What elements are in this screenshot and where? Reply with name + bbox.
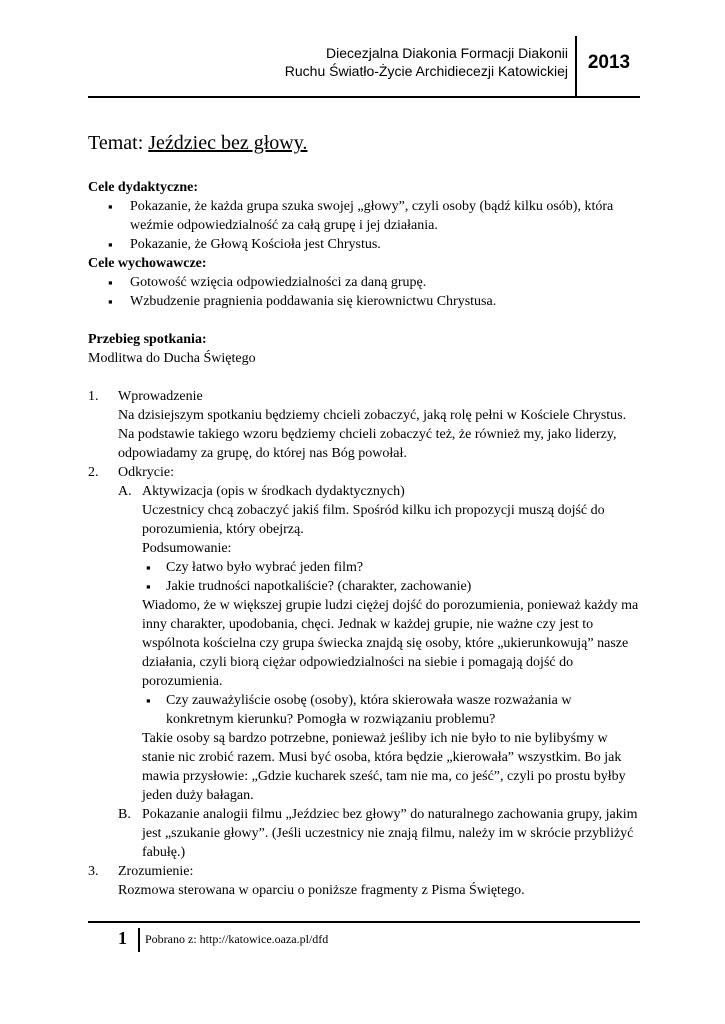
title-topic: Jeździec bez głowy. [148,132,308,154]
page-title [88,130,640,156]
step-text: Rozmowa sterowana w oparciu o poniższe fragmenty z Pisma Świętego. [118,883,525,898]
step-title: Odkrycie: [118,465,174,480]
cele-wychowawcze-list [88,273,640,311]
step-number: 3. [88,864,99,879]
substep-text: Pokazanie analogii filmu „Jeździec bez głowy” do naturalnego zachowania grupy, jakim jest „szukanie głowy”. (Jeśli uczestnicy nie znają filmu, należy im w skrócie przybliżyć fabułę.) [142,807,638,860]
substep-analogy [118,805,640,862]
question-list [142,558,640,596]
page-footer [88,928,640,952]
step-title: Wprowadzenie [118,389,203,404]
footer-divider [138,928,140,952]
prayer-line: Modlitwa do Ducha Świętego [88,351,256,366]
step-text: Na dzisiejszym spotkaniu będziemy chcieli zobaczyć, jaką rolę pełni w Kościele Chrystus. Na podstawie takiego wzoru będziemy chcieli zobaczyć też, że również my, jako liderzy, odpowiadamy za grupę, do której nas Bóg powołał. [118,408,627,461]
list-item: ▪ Gotowość wzięcia odpowiedzialności za daną grupę. [88,273,640,292]
list-item: ▪ Pokazanie, że każda grupa szuka swojej „głowy”, czyli osoby (bądź kilku osób), która weźmie odpowiedzialność za całą grupę i jej działania. [88,197,640,235]
substep-letter: A. [118,484,132,499]
header-org-line-2: Ruchu Światło-Życie Archidiecezji Katowickiej [284,63,568,79]
step-understanding [88,862,640,900]
substep-activation [118,482,640,805]
przebieg-heading: Przebieg spotkania: [88,332,207,347]
footer-rule [88,921,640,923]
document-body [88,130,640,900]
cele-dydaktyczne-heading: Cele dydaktyczne: [88,180,199,195]
step-number: 1. [88,389,99,404]
question-list [142,691,640,729]
question-item: ▪ Czy zauważyliście osobę (osoby), która skierowała wasze rozważania w konkretnym kierunku? Pomogła w rozwiązaniu problemu? [142,691,640,729]
header-rule [88,96,640,98]
list-item: ▪ Wzbudzenie pragnienia poddawania się kierownictwu Chrystusa. [88,292,640,311]
spacer [88,368,640,387]
header-year: 2013 [587,52,631,73]
spacer [88,311,640,330]
steps-list [88,387,640,900]
substep-letter: B. [118,807,131,822]
footer-source: Pobrano z: http://katowice.oaza.pl/dfd [145,932,329,946]
summary-label: Podsumowanie: [142,541,232,556]
substep-text: Uczestnicy chcą zobaczyć jakiś film. Spośród kilku ich propozycji muszą dojść do porozumienia, który obejrzą. [142,503,605,537]
step-discovery [88,463,640,862]
header-org-line-1: Diecezjalna Diakonia Formacji Diakonii [326,45,568,61]
question-item: ▪ Czy łatwo było wybrać jeden film? [142,558,640,577]
substep-text: Wiadomo, że w większej grupie ludzi ciężej dojść do porozumienia, ponieważ każdy ma inny charakter, upodobania, chęci. Jednak w każdej grupie, nie ważne czy jest to wspólnota kościelna czy grupa świecka znajdą się osoby, które „ukierunkowują” nasze działania, czyli biorą ciężar odpowiedzialności na siebie i pomagają dojść do porozumienia. [142,598,639,689]
question-item: ▪ Jakie trudności napotkaliście? (charakter, zachowanie) [142,577,640,596]
step-introduction [88,387,640,463]
header-divider [575,36,577,98]
substep-title: Aktywizacja (opis w środkach dydaktycznych) [142,484,405,499]
list-item: ▪ Pokazanie, że Głową Kościoła jest Chrystus. [88,235,640,254]
substeps-list [118,482,640,862]
cele-dydaktyczne-list [88,197,640,254]
step-number: 2. [88,465,99,480]
substep-text: Takie osoby są bardzo potrzebne, ponieważ jeśliby ich nie było to nie bylibyśmy w stanie nic zrobić razem. Musi być osoba, która będzie „kierowała” wszystkim. Bo jak mawia przysłowie: „Gdzie kucharek sześć, tam nie ma, co jeść”, czyli po prostu byłby jeden duży bałagan. [142,731,626,803]
title-prefix: Temat: [88,132,149,154]
step-title: Zrozumienie: [118,864,194,879]
cele-wychowawcze-heading: Cele wychowawcze: [88,256,207,271]
page-header [88,36,640,98]
header-organization [148,44,568,80]
page-number: 1 [118,928,127,948]
